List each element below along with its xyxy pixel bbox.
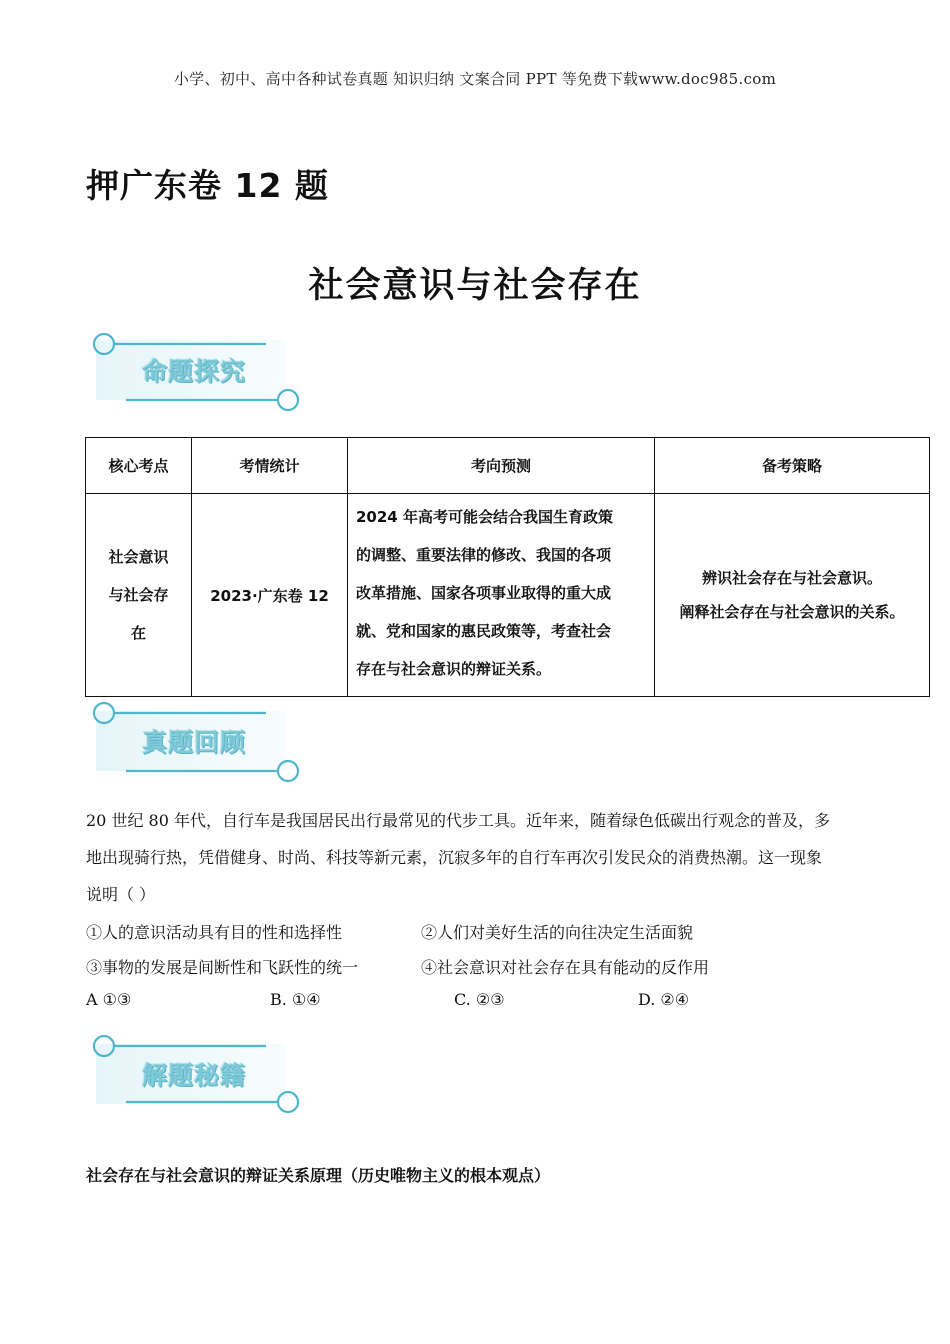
banner-secrets (86, 1030, 306, 1118)
banner-label: 命题探究 (142, 357, 247, 386)
prediction-line: 2024 年高考可能会结合我国生育政策 (356, 508, 613, 526)
table-header-cell: 考情统计 (192, 438, 348, 494)
exam-table (85, 437, 930, 697)
stats-cell: 2023·广东卷 12 (192, 494, 348, 697)
section-heading: 社会存在与社会意识的辩证关系原理（历史唯物主义的根本观点） (86, 1166, 551, 1185)
core-point-line: 社会意识 (108, 548, 169, 566)
table-row (86, 494, 930, 697)
prediction-line: 存在与社会意识的辩证关系。 (356, 660, 552, 678)
prediction-line: 改革措施、国家各项事业取得的重大成 (356, 584, 612, 602)
strategy-line: 阐释社会存在与社会意识的关系。 (679, 603, 905, 621)
prediction-line: 就、党和国家的惠民政策等，考查社会 (356, 622, 612, 640)
header-text: 小学、初中、高中各种试卷真题 知识归纳 文案合同 PPT 等免费下载 (173, 70, 639, 88)
prediction-cell (348, 494, 655, 697)
table-header-cell: 备考策略 (655, 438, 930, 494)
page-title: 押广东卷 12 题 (86, 166, 329, 205)
statement-1: ①人的意识活动具有目的性和选择性 (86, 923, 343, 942)
strategy-cell (655, 494, 930, 697)
statement-2: ②人们对美好生活的向往决定生活面貌 (421, 923, 694, 942)
core-point-line: 与社会存 (108, 586, 169, 604)
table-header-row (86, 438, 930, 494)
strategy-line: 辨识社会存在与社会意识。 (701, 569, 882, 587)
choice-a[interactable]: A ①③ (86, 990, 132, 1009)
question-stem (86, 802, 866, 913)
question-line: 说明（ ） (86, 885, 156, 904)
question-line: 20 世纪 80 年代，自行车是我国居民出行最常见的代步工具。近年来，随着绿色低碳出行观念的普及，多 (86, 811, 830, 830)
banner-review (86, 697, 306, 785)
table-header-cell: 考向预测 (348, 438, 655, 494)
main-title: 社会意识与社会存在 (308, 266, 642, 306)
page-header (0, 68, 950, 89)
header-url[interactable]: www.doc985.com (638, 70, 777, 88)
prediction-line: 的调整、重要法律的修改、我国的各项 (356, 546, 612, 564)
choice-c[interactable]: C. ②③ (454, 990, 505, 1009)
choice-b[interactable]: B. ①④ (270, 990, 321, 1009)
banner-label: 解题秘籍 (142, 1061, 247, 1090)
banner-exploration (86, 326, 306, 414)
statement-3: ③事物的发展是间断性和飞跃性的统一 (86, 958, 359, 977)
table-header-cell: 核心考点 (86, 438, 192, 494)
statement-4: ④社会意识对社会存在具有能动的反作用 (421, 958, 710, 977)
core-point-line: 在 (130, 624, 146, 642)
choice-d[interactable]: D. ②④ (638, 990, 690, 1009)
banner-label: 真题回顾 (142, 728, 247, 757)
question-line: 地出现骑行热，凭借健身、时尚、科技等新元素，沉寂多年的自行车再次引发民众的消费热潮。这一现象 (86, 848, 823, 867)
core-point-cell (86, 494, 192, 697)
